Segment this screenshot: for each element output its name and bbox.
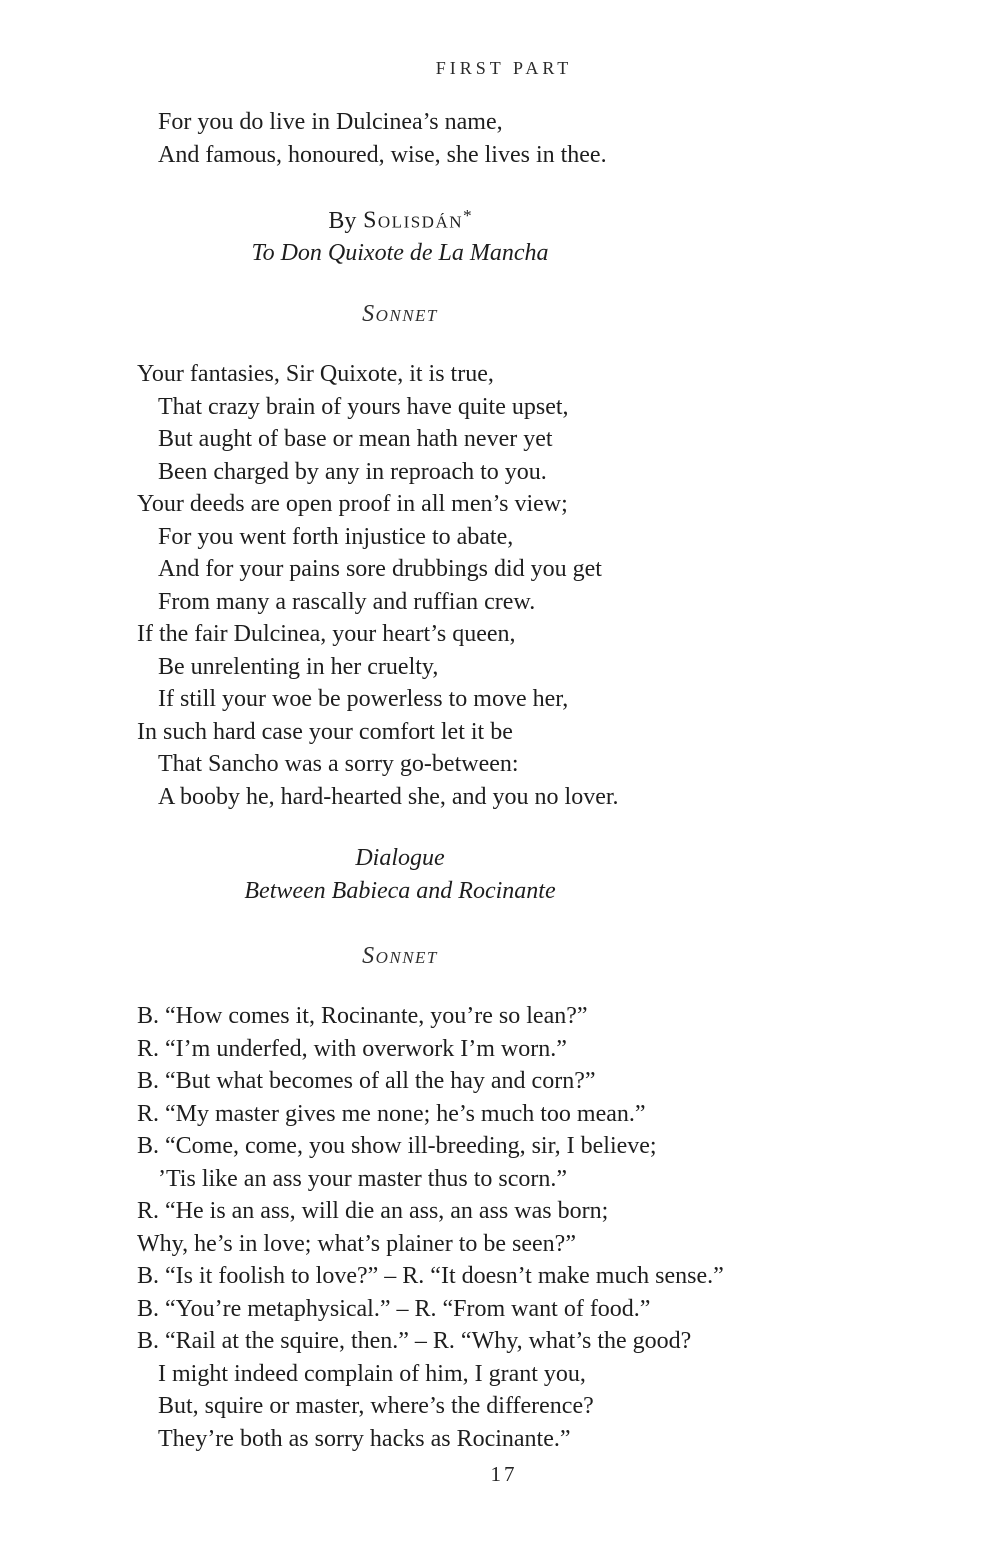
verse-line: But, squire or master, where’s the difference?: [158, 1393, 594, 1419]
verse-line: B. “Rail at the squire, then.” – R. “Why, what’s the good?: [137, 1328, 692, 1354]
author-name: Solisdán: [363, 207, 464, 234]
byline: [137, 200, 663, 237]
carryover-verse: [137, 106, 663, 171]
verse-line: B. “How comes it, Rocinante, you’re so lean?”: [137, 1003, 588, 1029]
sonnet-label-text: Sonnet: [362, 301, 438, 327]
verse-line: For you went forth injustice to abate,: [158, 523, 514, 550]
verse-line: And famous, honoured, wise, she lives in thee.: [158, 141, 607, 168]
verse-line: From many a rascally and ruffian crew.: [158, 588, 536, 615]
verse-line: Be unrelenting in her cruelty,: [158, 653, 439, 680]
dedication: To Don Quixote de La Mancha: [251, 240, 549, 267]
verse-line: B. “Is it foolish to love?” – R. “It doesn’t make much sense.”: [137, 1263, 724, 1289]
running-head: FIRST PART: [435, 58, 573, 78]
verse-line: B. “You’re metaphysical.” – R. “From want of food.”: [137, 1295, 651, 1322]
verse-line: Your fantasies, Sir Quixote, it is true,: [137, 361, 494, 387]
byline-prefix: By: [328, 207, 357, 234]
sonnet-label-text: Sonnet: [362, 943, 438, 969]
verse-line: B. “But what becomes of all the hay and corn?”: [137, 1068, 596, 1094]
verse-line: If still your woe be powerless to move her,: [158, 686, 569, 712]
footnote-marker: *: [463, 206, 472, 225]
verse-line: That Sancho was a sorry go-between:: [158, 751, 519, 777]
dialogue-title: Dialogue: [355, 845, 445, 871]
attribution: [137, 200, 663, 270]
verse-line: Your deeds are open proof in all men’s view;: [137, 491, 568, 517]
sonnet-1: [137, 358, 663, 813]
verse-line: B. “Come, come, you show ill-breeding, sir, I believe;: [137, 1133, 657, 1159]
verse-line: R. “I’m underfed, with overwork I’m worn.”: [137, 1035, 567, 1062]
verse-line: They’re both as sorry hacks as Rocinante.”: [158, 1425, 571, 1452]
verse-line: In such hard case your comfort let it be: [137, 718, 513, 745]
verse-line: If the fair Dulcinea, your heart’s queen,: [137, 621, 516, 647]
verse-line: I might indeed complain of him, I grant you,: [158, 1360, 586, 1387]
dialogue-subtitle: Between Babieca and Rocinante: [244, 877, 556, 904]
verse-line: R. “He is an ass, will die an ass, an ass was born;: [137, 1198, 609, 1224]
verse-line: And for your pains sore drubbings did you get: [158, 556, 602, 582]
sonnet-1-label: [137, 298, 663, 331]
sonnet-2-label: [137, 940, 663, 973]
verse-line: For you do live in Dulcinea’s name,: [158, 109, 503, 135]
verse-line: A booby he, hard-hearted she, and you no lover.: [158, 783, 619, 810]
dialogue-heading: [137, 842, 663, 907]
verse-line: Why, he’s in love; what’s plainer to be seen?”: [137, 1230, 576, 1257]
page-number: 17: [490, 1462, 518, 1486]
sonnet-2: [137, 1000, 724, 1455]
verse-line: ’Tis like an ass your master thus to scorn.”: [158, 1165, 568, 1192]
verse-line: But aught of base or mean hath never yet: [158, 426, 553, 452]
verse-line: Been charged by any in reproach to you.: [158, 458, 547, 485]
verse-line: That crazy brain of yours have quite upset,: [158, 393, 569, 420]
verse-line: R. “My master gives me none; he’s much too mean.”: [137, 1100, 646, 1127]
